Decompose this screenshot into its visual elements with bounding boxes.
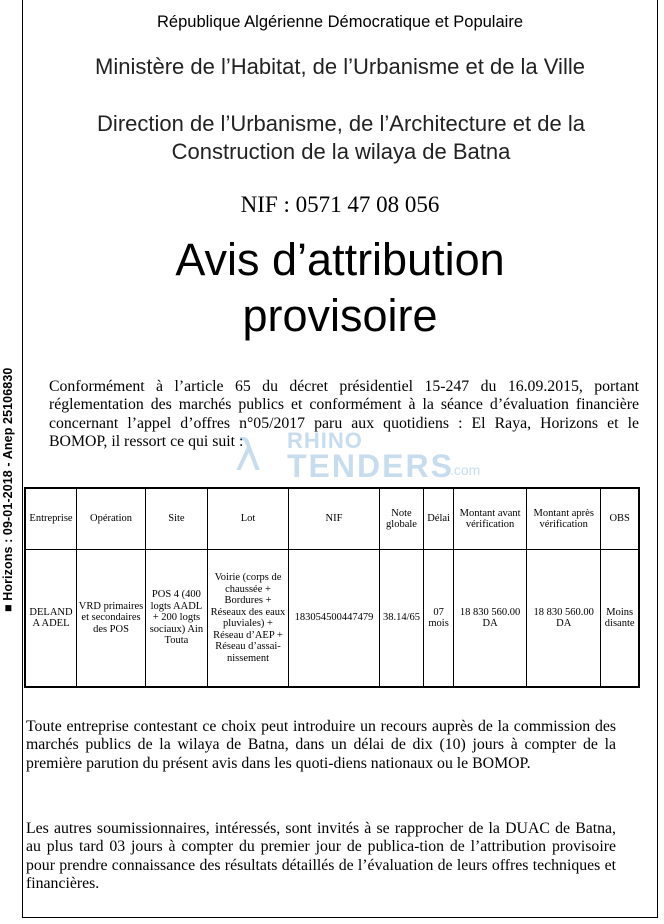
header-nif: NIF bbox=[289, 488, 380, 550]
header-montant-apres: Montant après vérification bbox=[527, 488, 601, 550]
header-entreprise: Entreprise bbox=[25, 488, 77, 550]
notice-page bbox=[22, 0, 658, 918]
watermark-suffix: .com bbox=[450, 462, 481, 478]
header-operation: Opération bbox=[77, 488, 146, 550]
nif-line: NIF : 0571 47 08 056 bbox=[240, 192, 440, 217]
cell-site: POS 4 (400 logts AADL + 200 logts sociaux) Ain Touta bbox=[146, 550, 208, 688]
watermark-line-2: TENDERS bbox=[287, 448, 454, 484]
header-montant-avant: Montant avant vérification bbox=[454, 488, 527, 550]
header-site: Site bbox=[146, 488, 208, 550]
cell-montant-apres: 18 830 560.00 DA bbox=[527, 550, 601, 688]
watermark-line-1: RHINO bbox=[287, 428, 363, 453]
cell-operation: VRD primaires et secondaires des POS bbox=[77, 550, 146, 688]
side-publication-label bbox=[1, 367, 21, 632]
cell-lot: Voirie (corps de chaussée + Bordures + Réseaux des eaux pluviales) + Réseau d’AEP + Réseau d’assai-nissement bbox=[207, 550, 288, 688]
cell-nif: 183054500447479 bbox=[289, 550, 380, 688]
cell-delai: 07 mois bbox=[424, 550, 454, 688]
title-line-2: provisoire bbox=[242, 290, 438, 341]
cell-note: 38.14/65 bbox=[379, 550, 423, 688]
table-header-row bbox=[25, 488, 639, 550]
rhino-tenders-watermark bbox=[235, 428, 485, 494]
direction-heading: Direction de l’Urbanisme, de l’Architecture et de la Construction de la wilaya de Batna bbox=[97, 111, 585, 164]
title-line-1: Avis d’attribution bbox=[175, 234, 505, 285]
header-lot: Lot bbox=[207, 488, 288, 550]
cell-entreprise: DELAND A ADEL bbox=[25, 550, 77, 688]
recourse-paragraph: Toute entreprise contestant ce choix peut introduire un recours auprès de la commission des marchés publics de la wilaya de Batna, dans un délai de dix (10) jours à compter de la première parution du présent avis dans les quoti-diens nationaux ou le BOMOP. bbox=[26, 718, 616, 772]
table-row bbox=[25, 550, 639, 688]
header-note: Note globale bbox=[379, 488, 423, 550]
notice-title bbox=[23, 232, 657, 344]
award-table bbox=[24, 487, 640, 688]
header-delai: Délai bbox=[424, 488, 454, 550]
cell-montant-avant: 18 830 560.00 DA bbox=[454, 550, 527, 688]
header-obs: OBS bbox=[601, 488, 639, 550]
rhino-logo-icon: λ bbox=[235, 430, 262, 481]
consultation-paragraph: Les autres soumissionnaires, intéressés, sont invités à se rapprocher de la DUAC de Batna, au plus tard 03 jours à compter du premier jour de publica-tion de l’attribution provisoire pour prendre connaissance des résultats détaillés de l’évaluation de leurs offres techniques et financières. bbox=[26, 820, 616, 893]
side-publication-text: ■ Horizons : 09-01-2018 - Anep 25106830 bbox=[1, 367, 15, 612]
republic-heading: République Algérienne Démocratique et Populaire bbox=[157, 13, 523, 31]
intro-paragraph: Conformément à l’article 65 du décret présidentiel 15-247 du 16.09.2015, portant réglementation des marchés publics et conformément à la séance d’évaluation financière concernant l’appel d’offres n°05/2017 paru aux quotidiens : El Raya, Horizons et le BOMOP, il ressort ce qui suit : bbox=[49, 378, 639, 451]
cell-obs: Moins disante bbox=[601, 550, 639, 688]
ministry-heading: Ministère de l’Habitat, de l’Urbanisme et de la Ville bbox=[95, 54, 585, 79]
